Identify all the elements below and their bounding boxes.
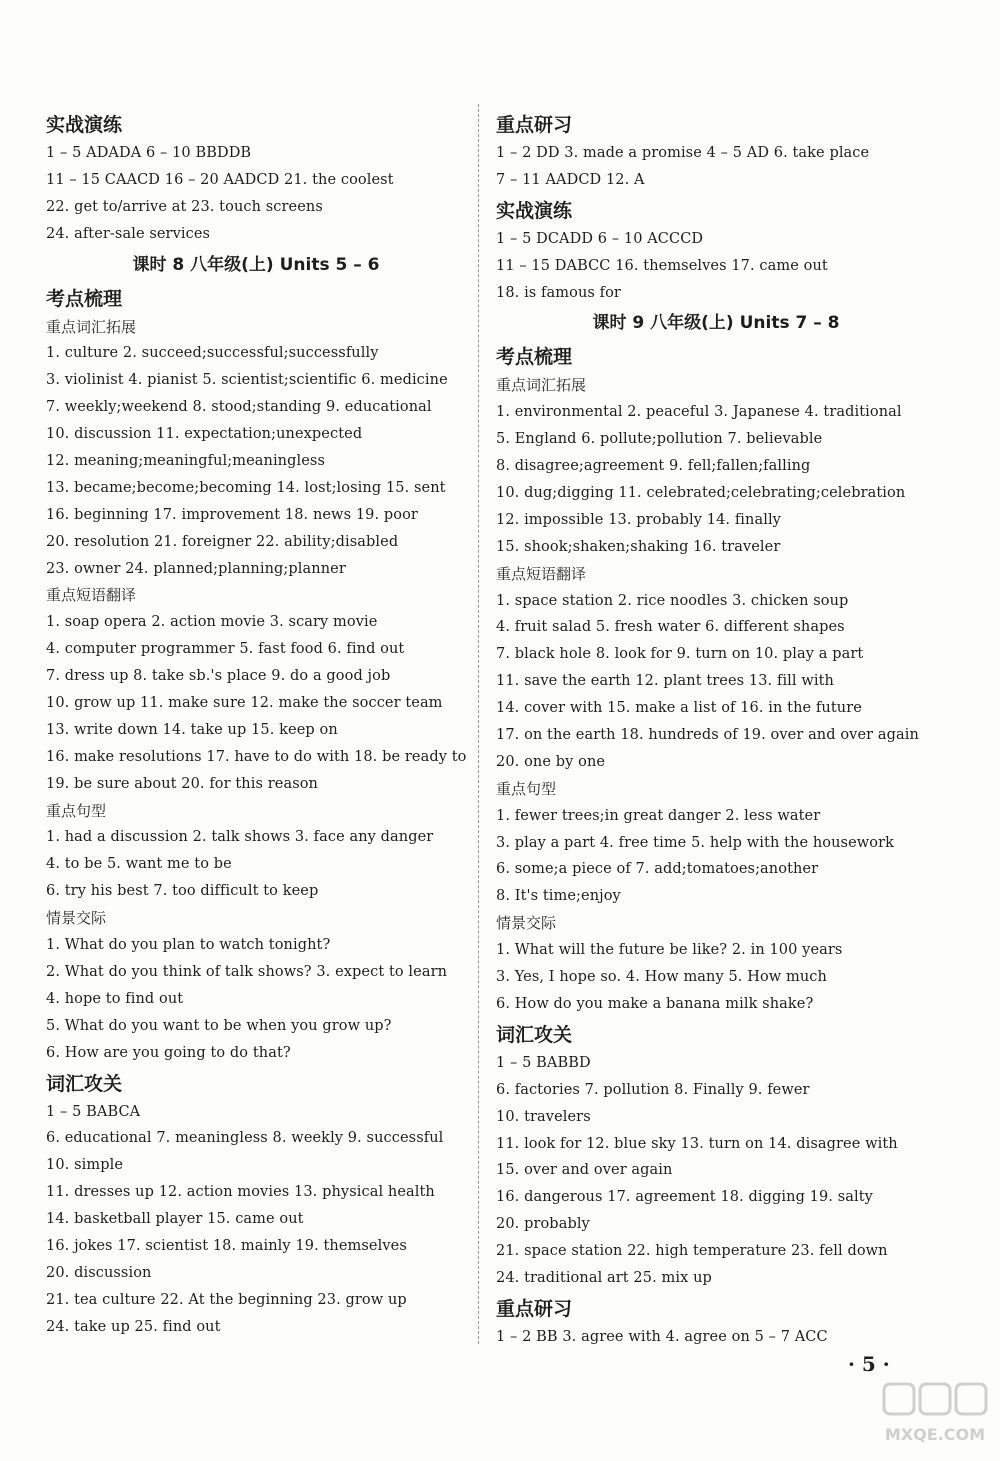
answer-line: 21. tea culture 22. At the beginning 23. grow up — [46, 1291, 407, 1308]
subsection-heading: 重点词汇拓展 — [46, 317, 137, 336]
answer-line: 24. take up 25. find out — [46, 1318, 221, 1335]
watermark-text: MXQE.COM — [884, 1425, 986, 1444]
answer-line: 16. jokes 17. scientist 18. mainly 19. themselves — [46, 1237, 407, 1254]
answer-line: 7. dress up 8. take sb.'s place 9. do a good job — [46, 668, 391, 685]
answer-line: 4. fruit salad 5. fresh water 6. different shapes — [496, 619, 845, 636]
answer-line: 1 – 2 DD 3. made a promise 4 – 5 AD 6. take place — [496, 145, 870, 161]
section-heading: 实战演练 — [496, 199, 573, 222]
answer-line: 11 – 15 DABCC 16. themselves 17. came out — [496, 257, 828, 274]
answer-line: 7. weekly;weekend 8. stood;standing 9. educational — [46, 399, 432, 416]
answer-line: 13. became;become;becoming 14. lost;losing 15. sent — [46, 479, 446, 496]
answer-line: 1 – 2 BB 3. agree with 4. agree on 5 – 7 ACC — [496, 1328, 828, 1345]
answer-line: 6. try his best 7. too difficult to keep — [46, 883, 319, 900]
answer-line: 11. save the earth 12. plant trees 13. fill with — [496, 673, 834, 690]
section-heading: 词汇攻关 — [496, 1023, 573, 1046]
answer-line: 6. factories 7. pollution 8. Finally 9. fewer — [496, 1081, 810, 1098]
answer-line: 1. space station 2. rice noodles 3. chicken soup — [496, 592, 849, 609]
answer-line: 16. beginning 17. improvement 18. news 19. poor — [46, 506, 418, 523]
answer-line: 15. shook;shaken;shaking 16. traveler — [496, 538, 781, 555]
answer-line: 4. hope to find out — [46, 990, 184, 1007]
section-heading: 考点梳理 — [46, 287, 123, 310]
answer-line: 16. make resolutions 17. have to do with 18. be ready to — [46, 748, 467, 765]
answer-line: 5. England 6. pollute;pollution 7. believable — [496, 431, 823, 448]
answer-line: 18. is famous for — [496, 284, 621, 301]
answer-line: 14. cover with 15. make a list of 16. in the future — [496, 700, 862, 717]
subsection-heading: 重点句型 — [496, 779, 557, 798]
answer-line: 11. dresses up 12. action movies 13. physical health — [46, 1184, 435, 1201]
column-divider — [478, 104, 479, 1344]
subsection-heading: 重点短语翻译 — [496, 564, 587, 583]
subsection-heading: 重点词汇拓展 — [496, 376, 587, 395]
answer-line: 11. look for 12. blue sky 13. turn on 14. disagree with — [496, 1135, 898, 1152]
answer-line: 1 – 5 ADADA 6 – 10 BBDDB — [46, 145, 252, 161]
answer-line: 8. It's time;enjoy — [496, 888, 621, 905]
answer-line: 1. had a discussion 2. talk shows 3. face any danger — [46, 829, 434, 846]
answer-line: 1 – 5 BABCA — [46, 1103, 141, 1120]
answer-line: 10. grow up 11. make sure 12. make the soccer team — [46, 695, 443, 712]
answer-line: 10. discussion 11. expectation;unexpected — [46, 426, 363, 443]
answer-line: 1. culture 2. succeed;successful;successfully — [46, 345, 379, 362]
answer-line: 24. traditional art 25. mix up — [496, 1269, 712, 1286]
section-heading: 词汇攻关 — [46, 1072, 123, 1095]
left-column — [46, 108, 466, 1341]
page-number: · 5 · — [848, 1352, 890, 1376]
answer-line: 17. on the earth 18. hundreds of 19. over and over again — [496, 727, 919, 744]
answer-line: 1. soap opera 2. action movie 3. scary movie — [46, 614, 378, 631]
section-heading: 重点研习 — [496, 1297, 573, 1320]
answer-line: 1. What do you plan to watch tonight? — [46, 937, 331, 954]
answer-line: 14. basketball player 15. came out — [46, 1211, 304, 1228]
answer-line: 24. after-sale services — [46, 225, 211, 242]
right-column — [496, 108, 936, 1351]
answer-line: 6. educational 7. meaningless 8. weekly 9. successful — [46, 1130, 444, 1147]
answer-line: 1. fewer trees;in great danger 2. less water — [496, 807, 821, 824]
watermark-logo — [880, 1380, 990, 1450]
section-heading: 实战演练 — [46, 114, 123, 136]
answer-line: 21. space station 22. high temperature 23. fell down — [496, 1243, 888, 1260]
answer-line: 19. be sure about 20. for this reason — [46, 775, 318, 792]
answer-line: 8. disagree;agreement 9. fell;fallen;falling — [496, 458, 811, 475]
answer-line: 20. resolution 21. foreigner 22. ability;disabled — [46, 533, 399, 550]
answer-line: 5. What do you want to be when you grow up? — [46, 1017, 392, 1034]
answer-line: 12. meaning;meaningful;meaningless — [46, 453, 325, 470]
subsection-heading: 重点短语翻译 — [46, 586, 137, 605]
subsection-heading: 重点句型 — [46, 801, 107, 820]
lesson-title: 课时 9 八年级(上) Units 7 – 8 — [592, 313, 840, 334]
answer-line: 20. one by one — [496, 753, 606, 770]
answer-line: 6. How are you going to do that? — [46, 1044, 291, 1061]
answer-line: 6. some;a piece of 7. add;tomatoes;another — [496, 861, 819, 878]
answer-line: 16. dangerous 17. agreement 18. digging 19. salty — [496, 1189, 873, 1206]
answer-line: 3. play a part 4. free time 5. help with the housework — [496, 834, 895, 851]
answer-line: 10. travelers — [496, 1108, 591, 1125]
answer-line: 23. owner 24. planned;planning;planner — [46, 560, 346, 577]
answer-line: 1 – 5 BABBD — [496, 1054, 591, 1071]
answer-line: 20. probably — [496, 1216, 590, 1233]
answer-line: 3. Yes, I hope so. 4. How many 5. How much — [496, 969, 827, 986]
answer-line: 12. impossible 13. probably 14. finally — [496, 511, 781, 528]
answer-line: 11 – 15 CAACD 16 – 20 AADCD 21. the coolest — [46, 171, 394, 188]
answer-line: 10. dug;digging 11. celebrated;celebrating;celebration — [496, 485, 906, 502]
answer-line: 1. environmental 2. peaceful 3. Japanese 4. traditional — [496, 404, 902, 421]
subsection-heading: 情景交际 — [496, 914, 557, 933]
answer-line: 13. write down 14. take up 15. keep on — [46, 721, 338, 738]
answer-line: 4. computer programmer 5. fast food 6. find out — [46, 641, 405, 658]
answer-line: 22. get to/arrive at 23. touch screens — [46, 198, 323, 215]
answer-line: 4. to be 5. want me to be — [46, 856, 232, 873]
answer-line: 20. discussion — [46, 1264, 152, 1281]
answer-line: 1. What will the future be like? 2. in 100 years — [496, 942, 843, 959]
answer-line: 10. simple — [46, 1157, 123, 1174]
section-heading: 考点梳理 — [496, 346, 573, 369]
lesson-title: 课时 8 八年级(上) Units 5 – 6 — [132, 254, 380, 275]
answer-line: 7. black hole 8. look for 9. turn on 10. play a part — [496, 646, 864, 663]
answer-line: 1 – 5 DCADD 6 – 10 ACCCD — [496, 230, 704, 247]
answer-line: 3. violinist 4. pianist 5. scientist;scientific 6. medicine — [46, 372, 448, 389]
answer-line: 6. How do you make a banana milk shake? — [496, 995, 814, 1012]
answer-line: 7 – 11 AADCD 12. A — [496, 171, 645, 188]
answer-line: 15. over and over again — [496, 1162, 673, 1179]
section-heading: 重点研习 — [496, 114, 573, 136]
answer-line: 2. What do you think of talk shows? 3. expect to learn — [46, 963, 448, 980]
subsection-heading: 情景交际 — [46, 909, 107, 928]
